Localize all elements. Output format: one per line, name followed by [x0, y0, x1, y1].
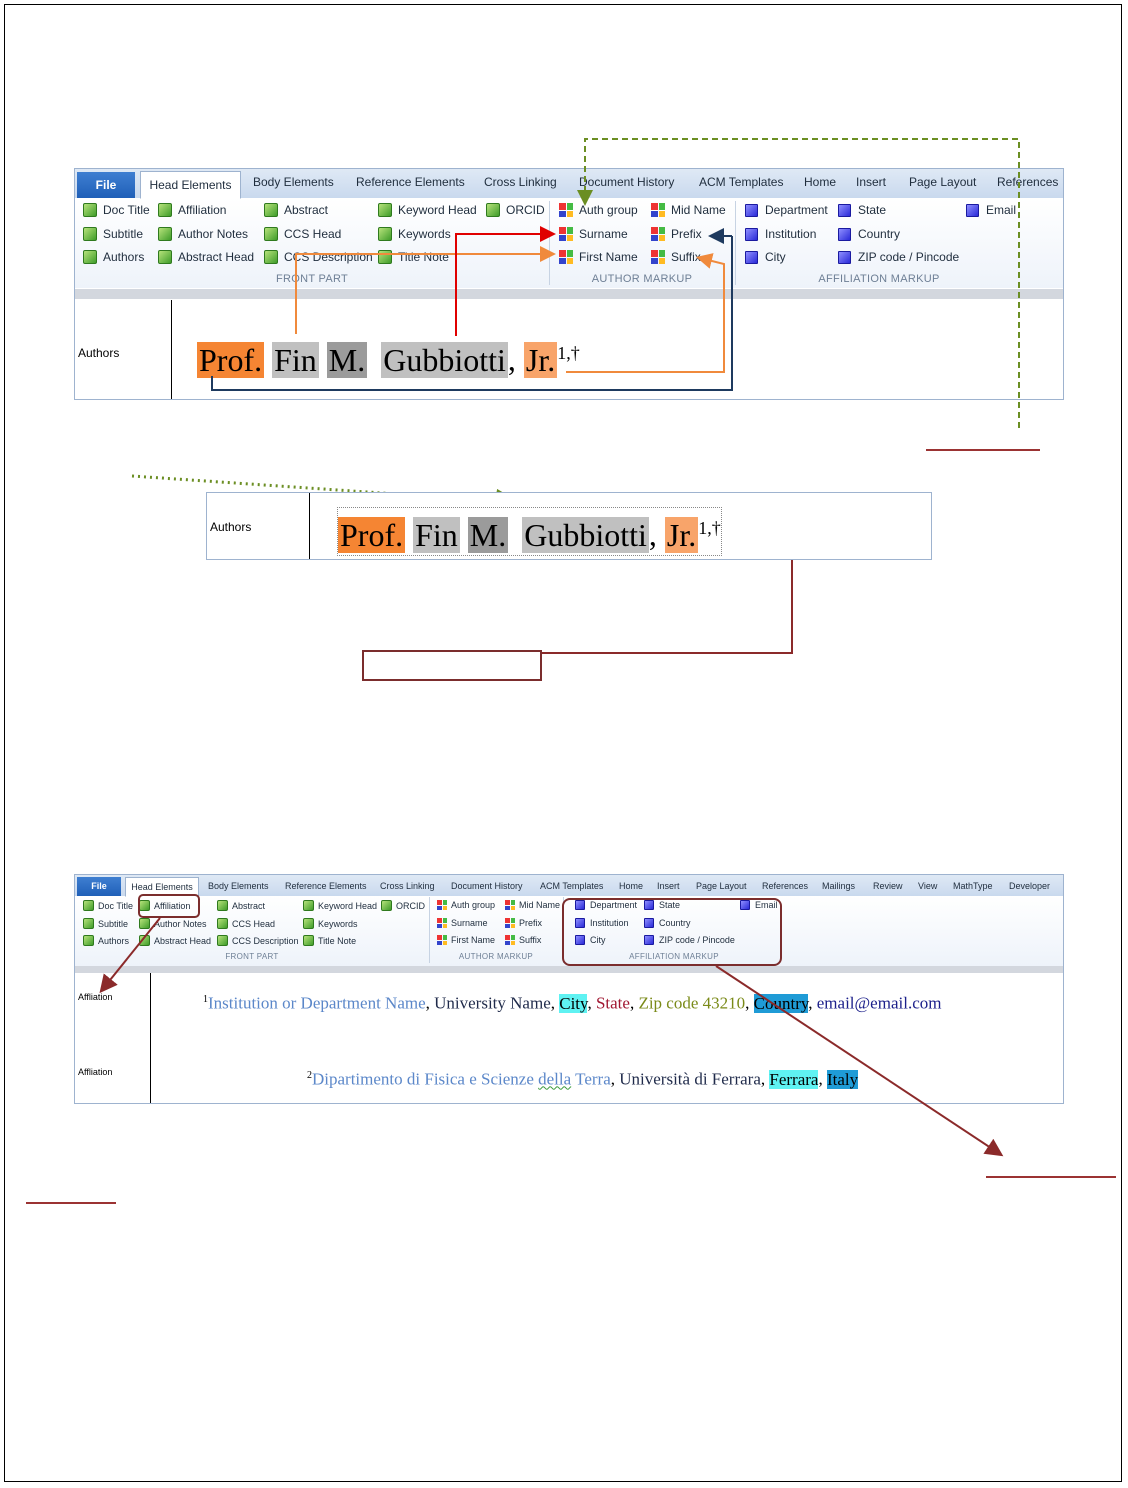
- arrow-auth-group: [585, 139, 1019, 428]
- btn-label: Suffix: [671, 250, 701, 264]
- btn-label: First Name: [451, 935, 496, 945]
- btn-label: Abstract Head: [178, 250, 255, 264]
- btn-label: First Name: [579, 250, 638, 264]
- btn-label: Department: [590, 900, 638, 910]
- btn-label: Keyword Head: [318, 900, 378, 911]
- btn-label: Title Note: [398, 250, 449, 264]
- btn-label: Authors: [103, 250, 145, 264]
- group-label-front-part: FRONT PART: [275, 273, 349, 285]
- btn-label: Keyword Head: [398, 203, 477, 217]
- arrow-firstname: [296, 254, 552, 334]
- author-suffix[interactable]: Jr.: [525, 341, 556, 378]
- affil-sup: 2: [307, 1070, 312, 1081]
- btn-label: Subtitle: [103, 227, 144, 241]
- tab-mathtype[interactable]: MathType: [953, 881, 993, 891]
- btn-label: Prefix: [671, 227, 702, 241]
- group-label-affiliation-markup: AFFILIATION MARKUP: [818, 273, 940, 285]
- btn-label: ORCID: [506, 203, 545, 217]
- group-label-affiliation-markup: AFFILIATION MARKUP: [629, 952, 719, 961]
- affil-sep: ,: [587, 993, 596, 1013]
- btn-label: Email: [986, 203, 1017, 217]
- arrow-overlay-bottom: [0, 860, 1128, 1220]
- affil-sep: ,: [818, 1069, 827, 1089]
- arrow-overlay-top: [0, 0, 1128, 700]
- affil-sep: ,: [610, 1069, 620, 1089]
- tab-page-layout[interactable]: Page Layout: [696, 881, 747, 891]
- btn-label: Title Note: [318, 935, 357, 946]
- arrow-to-callout: [716, 966, 1000, 1154]
- tab-acm-templates[interactable]: ACM Templates: [540, 881, 604, 891]
- tab-cross-linking[interactable]: Cross Linking: [484, 175, 557, 189]
- group-label-author-markup: AUTHOR MARKUP: [591, 273, 693, 285]
- tab-file[interactable]: File: [77, 172, 135, 198]
- arrow-prefix: [212, 236, 732, 390]
- annotation-underline: [986, 1176, 1116, 1178]
- authors-strip-preview: [206, 492, 932, 560]
- author-mid-name[interactable]: M.: [328, 341, 366, 378]
- affil-institution[interactable]: Università di Ferrara: [619, 1069, 761, 1089]
- btn-label: Keywords: [318, 918, 358, 929]
- btn-label: Abstract: [284, 203, 329, 217]
- btn-label: Institution: [765, 227, 817, 241]
- tab-reference-elements[interactable]: Reference Elements: [356, 175, 465, 189]
- btn-label: Auth group: [451, 900, 496, 910]
- btn-label: Country: [659, 918, 691, 928]
- affil-dept-part: Terra: [571, 1069, 611, 1089]
- tab-mailings[interactable]: Mailings: [822, 881, 856, 891]
- btn-label: CCS Head: [232, 918, 276, 929]
- tab-references[interactable]: References: [997, 175, 1059, 189]
- tab-page-layout[interactable]: Page Layout: [909, 175, 977, 189]
- btn-label: Email: [755, 900, 778, 910]
- btn-label: Abstract Head: [154, 935, 212, 946]
- affil-sep: ,: [550, 993, 560, 1013]
- btn-label: Abstract: [232, 900, 266, 911]
- btn-label: ZIP code / Pincode: [858, 250, 960, 264]
- btn-label: Authors: [98, 935, 130, 946]
- btn-label: Keywords: [398, 227, 451, 241]
- btn-label: Mid Name: [519, 900, 561, 910]
- row-label-authors: Authors: [210, 520, 252, 534]
- annotation-underline: [926, 449, 1040, 451]
- affil-sup: 1: [203, 994, 208, 1005]
- author-comma: ,: [648, 516, 657, 553]
- tab-body-elements[interactable]: Body Elements: [253, 175, 334, 189]
- btn-label: Doc Title: [98, 900, 134, 911]
- affil-sep: ,: [425, 993, 435, 1013]
- affil-dept-part: della: [538, 1069, 572, 1089]
- tab-home[interactable]: Home: [619, 881, 644, 891]
- group-label-front-part: FRONT PART: [225, 952, 279, 961]
- author-superscript: 1,†: [698, 518, 721, 538]
- tab-insert[interactable]: Insert: [856, 175, 887, 189]
- btn-label: City: [590, 935, 606, 945]
- btn-label: Surname: [451, 918, 488, 928]
- arrow-to-affiliation-label: [102, 918, 160, 990]
- tab-head-elements[interactable]: Head Elements: [125, 877, 199, 897]
- author-prefix[interactable]: Prof.: [199, 341, 263, 378]
- btn-label: Institution: [590, 918, 629, 928]
- author-surname[interactable]: Gubbiotti: [383, 341, 506, 378]
- affil-email[interactable]: email@email.com: [816, 993, 942, 1013]
- affil-city[interactable]: Ferrara: [769, 1069, 819, 1089]
- group-label-author-markup: AUTHOR MARKUP: [458, 952, 534, 961]
- row-label-affiliation-2: Affliation: [78, 1067, 113, 1077]
- btn-label: Department: [765, 203, 828, 217]
- affil-state[interactable]: State: [595, 993, 630, 1013]
- affil-country[interactable]: Country: [753, 993, 809, 1013]
- tab-body-elements[interactable]: Body Elements: [208, 881, 269, 891]
- author-suffix[interactable]: Jr.: [666, 516, 697, 553]
- author-prefix[interactable]: Prof.: [340, 516, 404, 553]
- tab-document-history[interactable]: Document History: [451, 881, 523, 891]
- tab-developer[interactable]: Developer: [1009, 881, 1051, 891]
- btn-label: ORCID: [396, 900, 425, 911]
- tab-head-elements[interactable]: Head Elements: [140, 171, 241, 199]
- affil-sep: ,: [808, 993, 817, 1013]
- author-first-name[interactable]: Fin: [415, 516, 458, 553]
- affil-city[interactable]: City: [559, 993, 588, 1013]
- btn-label: Affiliation: [154, 900, 191, 911]
- annotation-underline: [26, 1202, 116, 1204]
- btn-label: Prefix: [519, 918, 543, 928]
- tab-reference-elements[interactable]: Reference Elements: [285, 881, 367, 891]
- label-divider: [309, 493, 310, 559]
- btn-label: State: [858, 203, 887, 217]
- author-mid-name[interactable]: M.: [469, 516, 507, 553]
- btn-label: CCS Description: [232, 935, 299, 946]
- btn-label: Doc Title: [103, 203, 150, 217]
- tab-cross-linking[interactable]: Cross Linking: [380, 881, 435, 891]
- btn-label: Author Notes: [178, 227, 249, 241]
- author-superscript: 1,†: [557, 343, 580, 363]
- row-label-affiliation-1: Affliation: [78, 992, 113, 1002]
- tab-file[interactable]: File: [77, 877, 121, 896]
- btn-label: Country: [858, 227, 901, 241]
- tab-review[interactable]: Review: [873, 881, 903, 891]
- author-surname[interactable]: Gubbiotti: [524, 516, 647, 553]
- btn-label: CCS Head: [284, 227, 342, 241]
- btn-label: State: [659, 900, 681, 910]
- affil-dept-part: Dipartimento di Fisica e Scienze: [312, 1069, 539, 1089]
- btn-label: Mid Name: [671, 203, 726, 217]
- affil-institution[interactable]: University Name: [434, 993, 551, 1013]
- arrow-surname: [456, 234, 552, 336]
- btn-label: Affiliation: [178, 203, 227, 217]
- affil-sep: ,: [760, 1069, 770, 1089]
- btn-label: ZIP code / Pincode: [659, 935, 735, 945]
- author-line: [337, 507, 722, 556]
- annotation-box: [362, 650, 542, 681]
- btn-label: Suffix: [519, 935, 542, 945]
- affil-sep: ,: [629, 993, 639, 1013]
- btn-label: Subtitle: [98, 918, 129, 929]
- btn-label: CCS Description: [284, 250, 373, 264]
- affil-country[interactable]: Italy: [826, 1069, 859, 1089]
- affil-department[interactable]: Institution or Department Name: [208, 993, 426, 1013]
- affil-zip[interactable]: Zip code 43210: [638, 993, 746, 1013]
- btn-label: Author Notes: [154, 918, 207, 929]
- tab-home[interactable]: Home: [804, 175, 837, 189]
- author-comma: ,: [507, 341, 516, 378]
- arrow-suffix: [566, 258, 724, 372]
- author-first-name[interactable]: Fin: [274, 341, 317, 378]
- row-label-authors: Authors: [78, 346, 120, 360]
- btn-label: City: [765, 250, 786, 264]
- tab-references[interactable]: References: [762, 881, 809, 891]
- affil-sep: ,: [745, 993, 754, 1013]
- tab-document-history[interactable]: Document History: [579, 175, 675, 189]
- tab-insert[interactable]: Insert: [657, 881, 680, 891]
- btn-label: Surname: [579, 227, 628, 241]
- tab-acm-templates[interactable]: ACM Templates: [699, 175, 784, 189]
- tab-view[interactable]: View: [918, 881, 938, 891]
- btn-label: Auth group: [579, 203, 638, 217]
